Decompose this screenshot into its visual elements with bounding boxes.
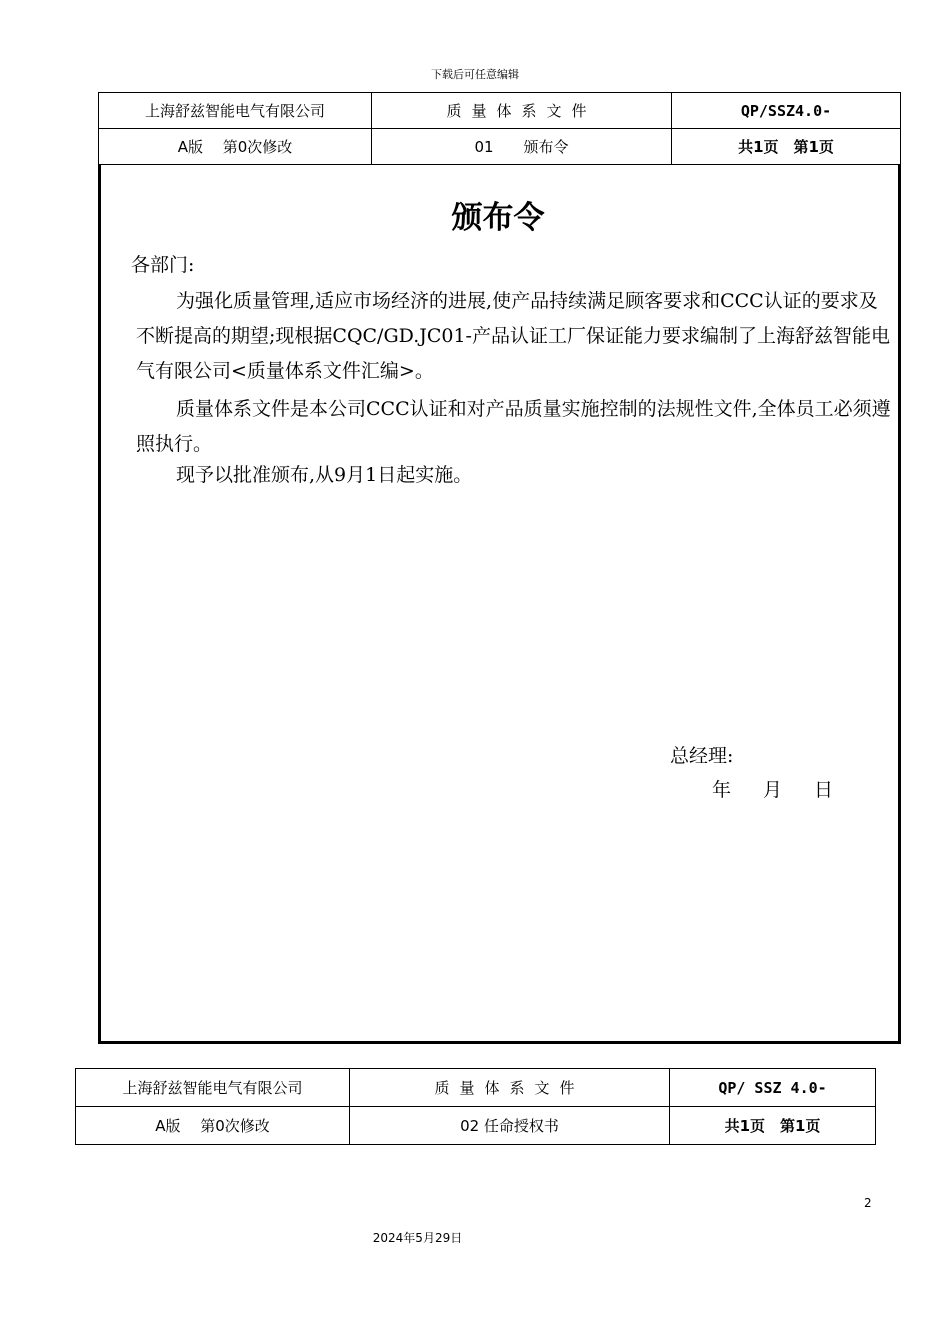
doc-code-cell: QP/SSZ4.0-: [672, 93, 901, 129]
version-cell: A版 第0次修改: [76, 1107, 350, 1145]
header-note: 下载后可任意编辑: [431, 68, 519, 81]
page-count-cell: 共1页 第1页: [672, 129, 901, 165]
date-month: 月: [763, 779, 783, 801]
paragraph-3: 现予以批准颁布,从9月1日起实施。: [176, 464, 473, 486]
signature-label: 总经理:: [670, 745, 734, 767]
page-number: 2: [864, 1196, 872, 1210]
version-cell: A版 第0次修改: [99, 129, 372, 165]
next-page-header-table: [75, 1068, 876, 1145]
date-day: 日: [814, 779, 834, 801]
doc-type-cell: 质量体系文件: [350, 1069, 670, 1107]
footer-date: 2024年5月29日: [372, 1231, 463, 1245]
paragraph-1: 为强化质量管理,适应市场经济的进展,使产品持续满足顾客要求和CCC认证的要求及不断提高的期望;现根据CQC/GD.JC01-产品认证工厂保证能力要求编制了上海舒兹智能电气有限公司<质量体系文件汇编>。: [136, 290, 890, 382]
section-cell: 01 颁布令: [372, 129, 672, 165]
company-name-cell: 上海舒兹智能电气有限公司: [76, 1069, 350, 1107]
doc-type-cell: 质量体系文件: [372, 93, 672, 129]
company-name-cell: 上海舒兹智能电气有限公司: [99, 93, 372, 129]
date-line: [712, 773, 833, 808]
page-count-cell: 共1页 第1页: [670, 1107, 876, 1145]
salutation: 各部门:: [131, 254, 195, 276]
date-year: 年: [712, 779, 732, 801]
paragraph-2: 质量体系文件是本公司CCC认证和对产品质量实施控制的法规性文件,全体员工必须遵照执行。: [136, 398, 891, 455]
doc-code-cell: QP/ SSZ 4.0-: [670, 1069, 876, 1107]
document-header-table: [98, 92, 901, 165]
section-cell: 02 任命授权书: [350, 1107, 670, 1145]
document-title: 颁布令: [451, 200, 545, 236]
